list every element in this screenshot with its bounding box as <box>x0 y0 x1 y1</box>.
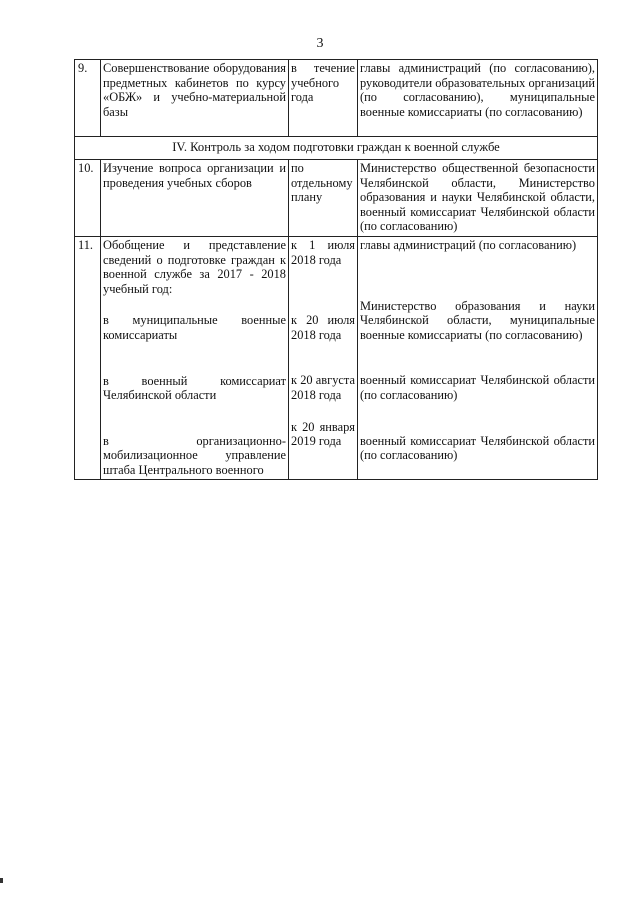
event-text: Изучение вопроса организации и проведения учебных сборов <box>103 160 286 190</box>
responsible-text-municipal: Министерство образования и науки Челябинской области, муниципальные военные комиссариаты (по согласованию) <box>360 298 595 342</box>
table-row <box>75 159 598 236</box>
term-text: по отдельному плану <box>291 160 353 205</box>
event-cell <box>101 236 289 480</box>
term-cell <box>289 159 358 236</box>
responsible-text: главы администраций (по согласованию), руководители образовательных организаций (по согласованию), муниципальные военные комиссариаты (по согласованию) <box>360 61 595 119</box>
row-number: 9. <box>75 60 101 137</box>
responsible-text-regional: военный комиссариат Челябинской области (по согласованию) <box>360 373 595 402</box>
event-text-summary: Обобщение и представление сведений о подготовке граждан к военной службе за 2017 - 2018 учебный год: <box>103 237 286 296</box>
responsible-text: Министерство общественной безопасности Челябинской области, Министерство образования и науки Челябинской области, военный комиссариат Челябинской области (по согласованию) <box>360 160 595 234</box>
section-row <box>75 137 598 160</box>
responsible-cell <box>358 159 598 236</box>
term-cell <box>289 236 358 480</box>
event-text-municipal: в муниципальные военные комиссариаты <box>103 313 286 342</box>
event-cell <box>101 159 289 236</box>
table-row <box>75 60 598 137</box>
term-cell <box>289 60 358 137</box>
event-text: Совершенствование оборудования предметных кабинетов по курсу «ОБЖ» и учебно-материальной базы <box>103 61 286 119</box>
scan-edge-mark <box>0 878 3 883</box>
responsible-text-summary: главы администраций (по согласованию) <box>360 237 577 252</box>
term-text-summary: к 1 июля 2018 года <box>291 237 355 267</box>
section-heading: IV. Контроль за ходом подготовки граждан к военной службе <box>75 137 598 160</box>
responsible-text-district: военный комиссариат Челябинской области (по согласованию) <box>360 433 595 463</box>
event-text-regional: в военный комиссариат Челябинской области <box>103 373 286 403</box>
table-row <box>75 236 598 480</box>
event-text-district: в организационно-мобилизационное управление штаба Центрального военного <box>103 433 286 477</box>
row-number: 10. <box>75 159 101 236</box>
responsible-cell <box>358 60 598 137</box>
term-text-regional: к 20 августа 2018 года <box>291 373 355 402</box>
responsible-cell <box>358 236 598 480</box>
page-number: 3 <box>316 36 324 51</box>
event-cell <box>101 60 289 137</box>
term-text-municipal: к 20 июля 2018 года <box>291 313 355 342</box>
term-text-district: к 20 января 2019 года <box>291 419 355 449</box>
row-number: 11. <box>75 236 101 480</box>
term-text: в течение учебного года <box>291 61 355 105</box>
activity-plan-table <box>74 59 598 480</box>
